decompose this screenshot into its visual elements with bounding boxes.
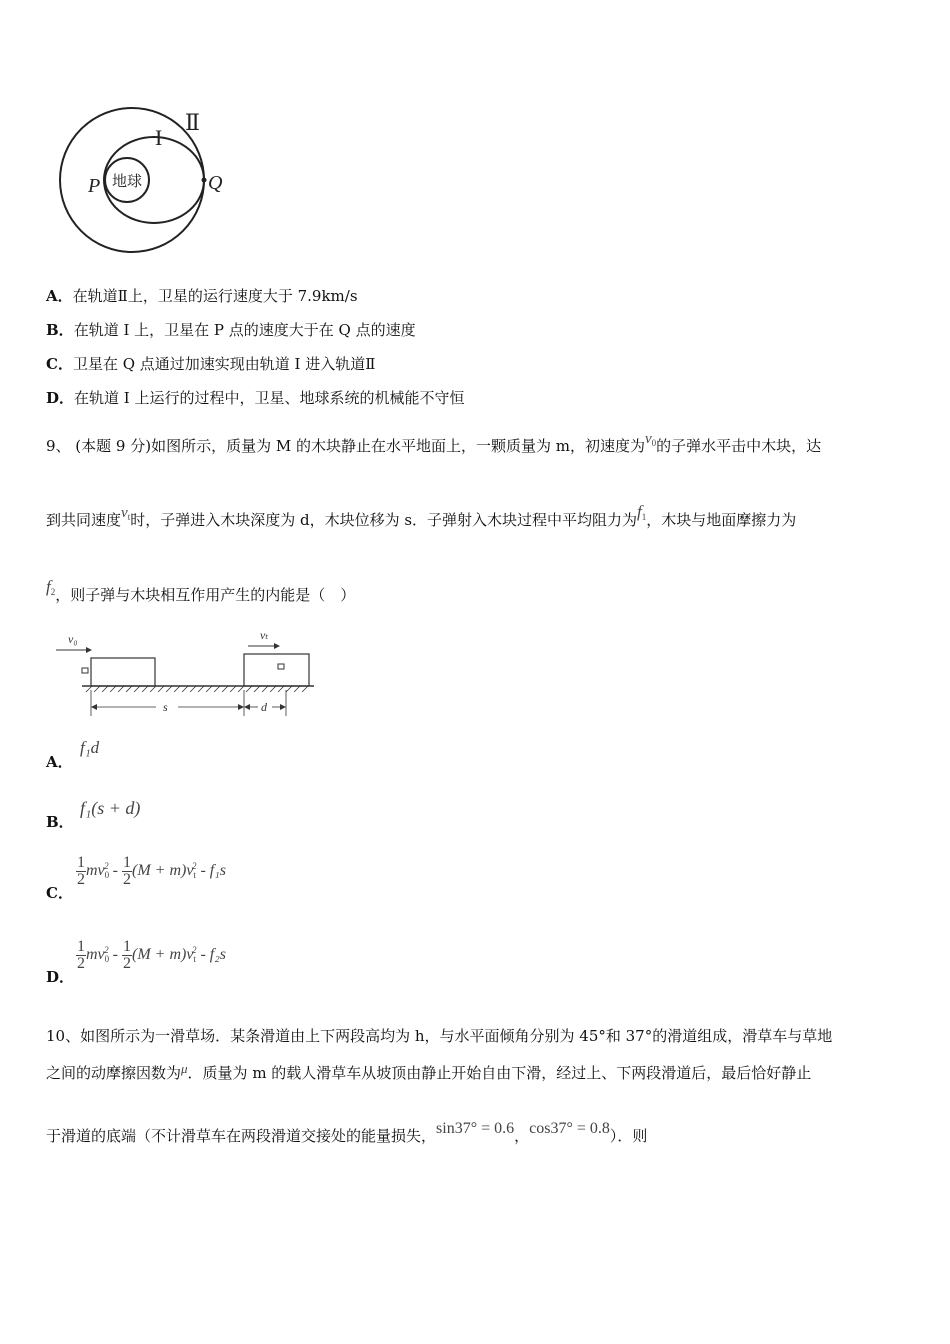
v0-symbol: $v_0$ — [645, 431, 657, 448]
f1-symbol: $f_1$ — [637, 502, 647, 522]
bullet-before — [82, 668, 88, 673]
cos-expr: cos37° = 0.8 — [529, 1120, 610, 1137]
earth-label: 地球 — [111, 174, 143, 190]
sin-expr: sin37° = 0.6 — [436, 1120, 515, 1137]
f2-symbol: $f_2$ — [46, 577, 56, 597]
q8-option-a: A．在轨道Ⅱ上，卫星的运行速度大于 7.9km/s — [46, 287, 358, 305]
fig-label-vt: vₜ — [260, 628, 269, 642]
fig-label-s: s — [163, 700, 168, 714]
fig-label-v0: v₀ — [68, 632, 78, 646]
orbit-figure — [52, 100, 242, 255]
q9-option-a: A． f₁d — [46, 738, 100, 771]
option-d-expr: $\frac{1}{2}$ $mv_0^2$ - $\frac{1}{2}$ $(M + m)v_t^2 - f_2s$ — [77, 938, 226, 972]
q9-line-1: 9、 (本题 9 分)如图所示，质量为 M 的木块静止在水平地面上，一颗质量为 m，初速度为$v_0$的子弹水平击中木块，达 — [46, 431, 822, 455]
block-before — [91, 658, 155, 686]
vt-symbol: $v_t$ — [121, 505, 131, 522]
q10-line-1: 10、如图所示为一滑草场．某条滑道由上下两段高均为 h，与水平面倾角分别为 45°和 37°的滑道组成，滑草车与草地 — [46, 1027, 833, 1045]
label-q: Q — [208, 172, 223, 194]
q9-line-3: $f_2$，则子弹与木块相互作用产生的内能是（ ） — [46, 577, 356, 604]
q10-line-3: 于滑道的底端（不计滑草车在两段滑道交接处的能量损失，sin37° = 0.6，cos37° = 0.8）．则 — [46, 1120, 648, 1145]
label-p: P — [88, 175, 101, 197]
block-after — [244, 654, 309, 686]
label-orbit-i: I — [155, 125, 163, 150]
q9-option-b: B． f₁(s + d) — [46, 798, 141, 831]
q8-option-b: B．在轨道 I 上，卫星在 P 点的速度大于在 Q 点的速度 — [46, 321, 416, 339]
q9-line-2: 到共同速度$v_t$时，子弹进入木块深度为 d，木块位移为 s．子弹射入木块过程中平均阻力为$f_1$，木块与地面摩擦力为 — [46, 502, 797, 529]
q10-line-2: 之间的动摩擦因数为μ．质量为 m 的载人滑草车从坡顶由静止开始自由下滑，经过上、下两段滑道后，最后恰好静止 — [46, 1061, 812, 1082]
option-c-expr: $\frac{1}{2}$ $mv_0^2$ - $\frac{1}{2}$ $(M + m)v_t^2 - f_1s$ — [77, 854, 226, 888]
point-q-dot — [202, 178, 207, 183]
q9-option-d: D． $\frac{1}{2}$ $mv_0^2$ - $\frac{1}{2}$ $(M + m)v_t^2 - f_2s$ — [46, 938, 226, 986]
label-orbit-ii: Ⅱ — [185, 110, 200, 135]
fig-label-d: d — [261, 700, 267, 714]
q9-option-c: C． $\frac{1}{2}$ $mv_0^2$ - $\frac{1}{2}$ $(M + m)v_t^2 - f_1s$ — [46, 854, 226, 902]
q8-option-d: D．在轨道 I 上运行的过程中，卫星、地球系统的机械能不守恒 — [46, 389, 465, 407]
q8-option-c: C．卫星在 Q 点通过加速实现由轨道 I 进入轨道Ⅱ — [46, 355, 376, 373]
mu-symbol: μ — [181, 1061, 188, 1076]
bullet-after — [278, 664, 284, 669]
block-figure — [52, 628, 317, 720]
